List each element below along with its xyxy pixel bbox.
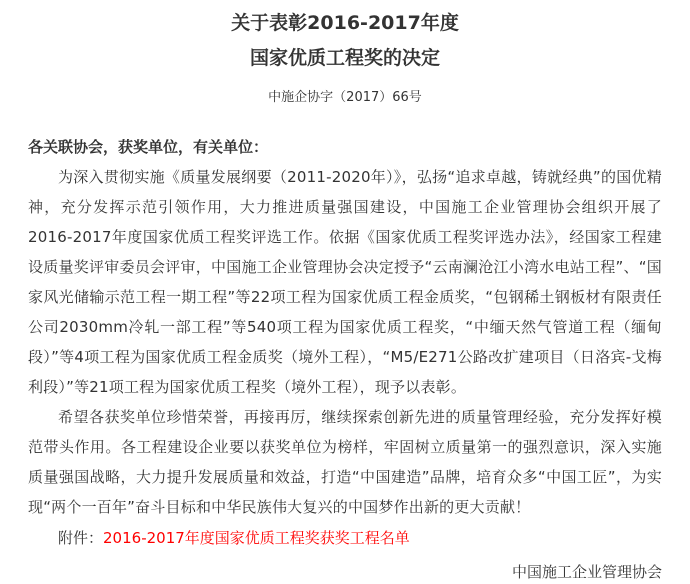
salutation: 各关联协会，获奖单位，有关单位： — [28, 138, 269, 156]
issuer-signature: 中国施工企业管理协会 — [511, 563, 662, 581]
body-paragraph-2: 希望各获奖单位珍惜荣誉，再接再厉，继续探索创新先进的质量管理经验，充分发挥好模范带头作用。各工程建设企业要以获奖单位为榜样，牢固树立质量第一的强烈意识，深入实施质量强国战略，大力提升发展质量和效益，打造“中国建造”品牌，培育众多“中国工匠”，为实现“两个一百年”奋斗目标和中华民族伟大复兴的中国梦作出新的更大贡献！ — [28, 408, 662, 516]
document-number: 中施企协字（2017）66号 — [268, 90, 422, 105]
document-title-line-2: 国家优质工程奖的决定 — [249, 47, 440, 69]
body-paragraph-1: 为深入贯彻实施《质量发展纲要（2011-2020年）》，弘扬“追求卓越，铸就经典”的国优精神，充分发挥示范引领作用，大力推进质量强国建设，中国施工企业管理协会组织开展了2016-2017年度国家优质工程奖评选工作。依据《国家优质工程奖评选办法》，经国家工程建设质量奖评审委员会评审，中国施工企业管理协会决定授予“云南澜沧江小湾水电站工程”、“国家风光储输示范工程一期工程”等22项工程为国家优质工程金质奖，“包钢稀土钢板材有限责任公司2030mm冷轧一部工程”等540项工程为国家优质工程奖，“中缅天然气管道工程（缅甸段）”等4项工程为国家优质工程金质奖（境外工程），“M5/E271公路改扩建项目（日洛宾-戈梅利段）”等21项工程为国家优质工程奖（境外工程），现予以表彰。 — [28, 168, 662, 396]
document-title-line-1: 关于表彰2016-2017年度 — [231, 12, 459, 34]
attachment-line — [28, 524, 662, 552]
attachment-label: 附件： — [58, 529, 104, 547]
attachment-link[interactable]: 2016-2017年度国家优质工程奖获奖工程名单 — [103, 529, 410, 547]
